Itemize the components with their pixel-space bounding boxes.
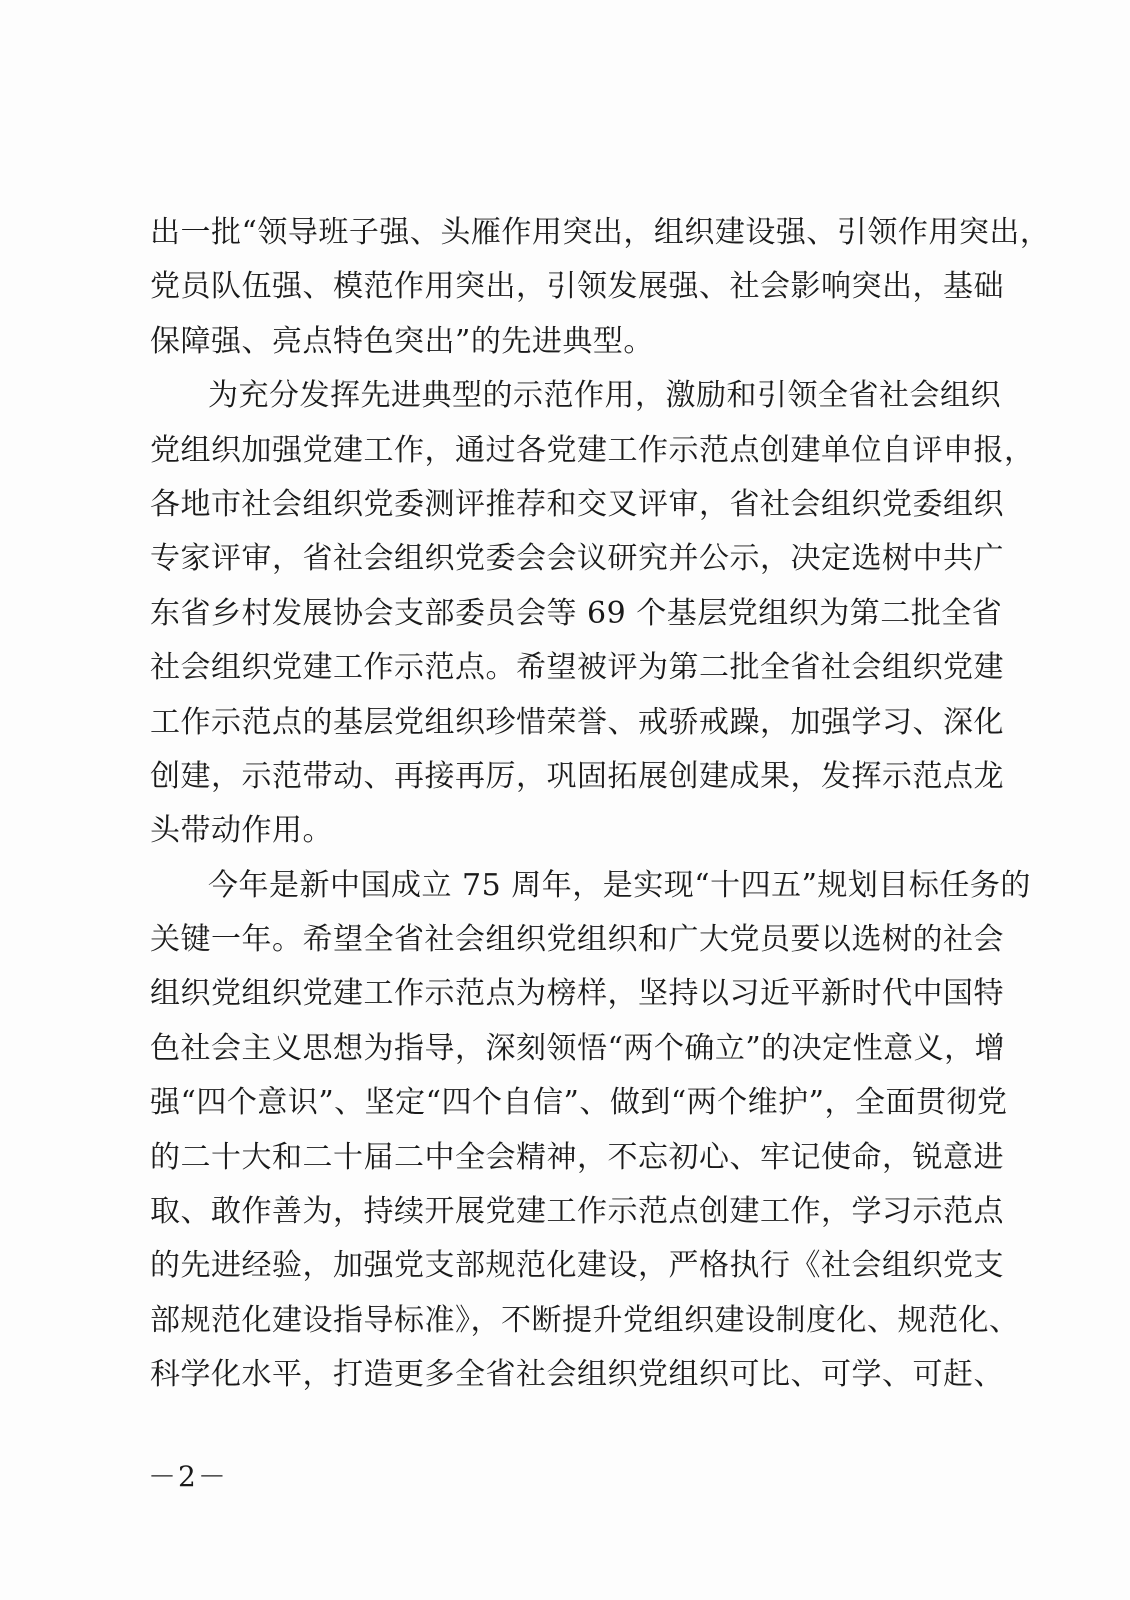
text-line-13: 今年是新中国成立 75 周年，是实现“十四五”规划目标任务的 <box>208 867 1031 903</box>
text-line-17: 强“四个意识”、坚定“四个自信”、做到“两个维护”，全面贯彻党 <box>150 1085 1008 1121</box>
text-line-11: 创建，示范带动、再接再厉，巩固拓展创建成果，发挥示范点龙 <box>150 758 1004 794</box>
text-line-15: 组织党组织党建工作示范点为榜样，坚持以习近平新时代中国特 <box>150 976 1004 1012</box>
text-line-7: 专家评审，省社会组织党委会会议研究并公示，决定选树中共广 <box>150 541 1004 577</box>
text-line-18: 的二十大和二十届二中全会精神，不忘初心、牢记使命，锐意进 <box>150 1139 1004 1175</box>
page-number: －2－ <box>148 1460 228 1493</box>
text-line-10: 工作示范点的基层党组织珍惜荣誉、戒骄戒躁，加强学习、深化 <box>150 704 1004 740</box>
text-line-21: 部规范化建设指导标准》，不断提升党组织建设制度化、规范化、 <box>150 1302 1020 1338</box>
text-line-4: 为充分发挥先进典型的示范作用，激励和引领全省社会组织 <box>208 378 1001 414</box>
text-line-3: 保障强、亮点特色突出”的先进典型。 <box>150 323 654 359</box>
text-line-20: 的先进经验，加强党支部规范化建设，严格执行《社会组织党支 <box>150 1248 1004 1284</box>
text-line-12: 头带动作用。 <box>150 813 333 849</box>
text-line-16: 色社会主义思想为指导，深刻领悟“两个确立”的决定性意义，增 <box>150 1030 1006 1066</box>
text-line-14: 关键一年。希望全省社会组织党组织和广大党员要以选树的社会 <box>150 922 1004 958</box>
text-line-6: 各地市社会组织党委测评推荐和交叉评审，省社会组织党委组织 <box>150 486 1004 522</box>
text-line-5: 党组织加强党建工作，通过各党建工作示范点创建单位自评申报， <box>150 432 1035 468</box>
body-text <box>150 206 1051 1403</box>
text-line-2: 党员队伍强、模范作用突出，引领发展强、社会影响突出，基础 <box>150 269 1004 305</box>
text-line-1: 出一批“领导班子强、头雁作用突出，组织建设强、引领作用突出， <box>150 215 1051 250</box>
text-line-22: 科学化水平，打造更多全省社会组织党组织可比、可学、可赶、 <box>150 1357 1004 1393</box>
text-line-9: 社会组织党建工作示范点。希望被评为第二批全省社会组织党建 <box>150 650 1004 686</box>
text-line-8: 东省乡村发展协会支部委员会等 69 个基层党组织为第二批全省 <box>150 595 1003 631</box>
text-line-19: 取、敢作善为，持续开展党建工作示范点创建工作，学习示范点 <box>150 1194 1004 1230</box>
